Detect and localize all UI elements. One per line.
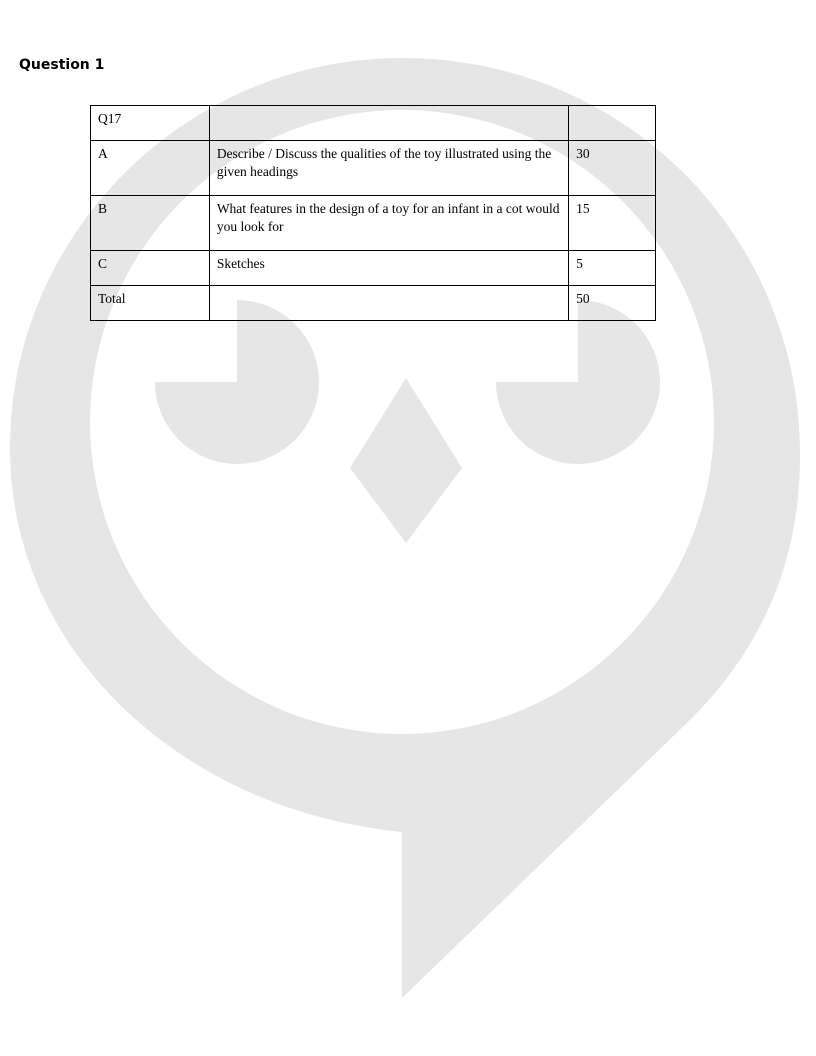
question-heading: Question 1 bbox=[19, 57, 105, 73]
row-label: B bbox=[91, 196, 210, 251]
table-row bbox=[91, 196, 656, 251]
table-row bbox=[91, 106, 656, 141]
row-marks: 50 bbox=[569, 286, 656, 321]
row-label: C bbox=[91, 251, 210, 286]
row-description: What features in the design of a toy for an infant in a cot would you look for bbox=[209, 196, 568, 251]
row-marks: 30 bbox=[569, 141, 656, 196]
row-description: Describe / Discuss the qualities of the toy illustrated using the given headings bbox=[209, 141, 568, 196]
table-row bbox=[91, 251, 656, 286]
row-description bbox=[209, 286, 568, 321]
row-label: A bbox=[91, 141, 210, 196]
row-label: Q17 bbox=[91, 106, 210, 141]
marks-table bbox=[90, 105, 656, 321]
row-description: Sketches bbox=[209, 251, 568, 286]
table-row bbox=[91, 141, 656, 196]
row-marks: 15 bbox=[569, 196, 656, 251]
row-marks: 5 bbox=[569, 251, 656, 286]
row-description bbox=[209, 106, 568, 141]
table-row-total bbox=[91, 286, 656, 321]
row-marks bbox=[569, 106, 656, 141]
row-label: Total bbox=[91, 286, 210, 321]
